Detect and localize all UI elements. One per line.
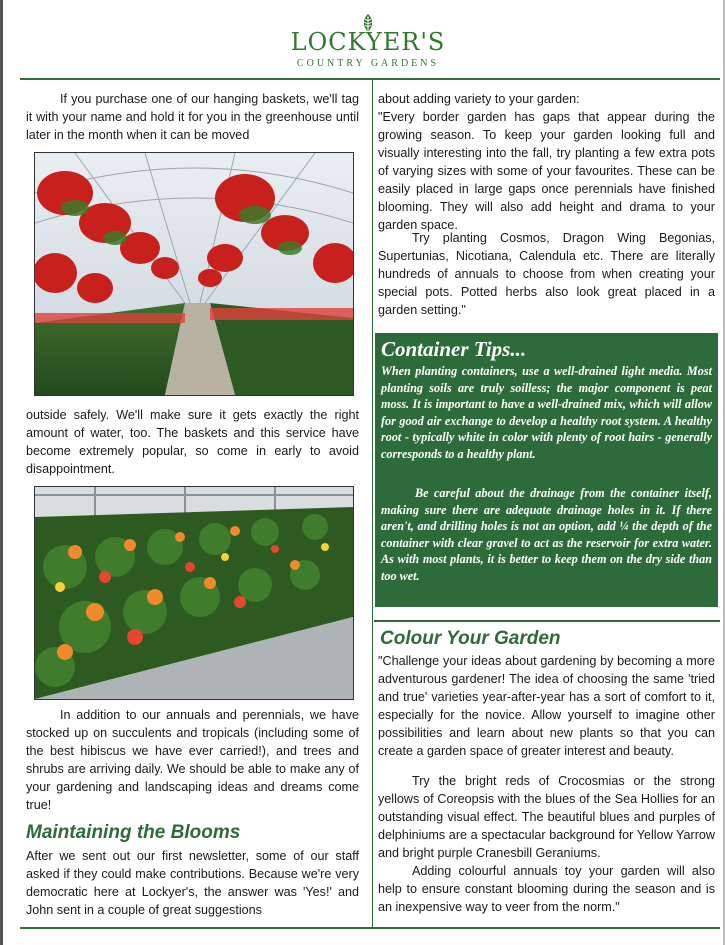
newsletter-contributions-paragraph: After we sent out our first newsletter, some of our staff asked if they could make contributions. Because we're very democratic here at Lockyer's, the answer was 'Yes!' and John sent in a couple of great suggestions [26,849,359,917]
container-tips-box [375,333,718,607]
colour-paragraph-3: Adding colourful annuals toy your garden will also help to ensure constant blooming during the season and is an inexpensive way to veer from the norm." [378,864,715,914]
container-tips-paragraph-2: Be careful about the drainage from the container itself, making sure there are adequate drainage holes in it. If there aren't, and drilling holes is not an option, add ¼ the depth of the container with clear gravel to act as the reservoir for extra water. As with most plants, it is better to keep them on the dry side than too wet. [381,486,712,583]
hibiscus-benches-photo [34,486,354,700]
baskets-service-paragraph: outside safely. We'll make sure it gets exactly the right amount of water, too. The baskets and this service have become extremely popular, so come in early to avoid disappointment. [26,408,359,476]
footer-rule [20,927,720,929]
variety-lead-line: about adding variety to your garden: [378,92,580,106]
colour-paragraph-2: Try the bright reds of Crocosmias or the strong yellows of Coreopsis with the blues of the Sea Hollies for an outstanding visual effect. The beautiful blues and purples of delphiniums are a spectacular background for Yellow Yarrow and bright purple Cranesbill Geraniums. [378,774,715,860]
lockyers-logo [280,14,456,72]
section-divider [374,620,720,622]
logo-wordmark: LOCKYER'S [290,28,446,56]
greenhouse-hanging-baskets-photo [34,152,354,396]
container-tips-title: Container Tips... [381,337,527,361]
annuals-suggestion-paragraph: Try planting Cosmos, Dragon Wing Begonias, Supertunias, Nicotiana, Calendula etc. There are literally hundreds of annuals to choose from when creating your special pots. Potted herbs also look great placed in a garden setting." [378,231,715,317]
page-edge-left [0,0,3,945]
container-tips-paragraph-1: When planting containers, use a well-drained light media. Most planting soils are truly soilless; the major component is peat moss. It is important to have a well-drained mix, which will allow for good air exchange to develop a healthy root system. A healthy root - typically white in color with plenty of root hairs - generally corresponds to a healthy plant. [381,364,712,461]
logo-subtitle: COUNTRY GARDENS [296,58,440,69]
border-garden-quote: "Every border garden has gaps that appear during the growing season. To keep your garden looking full and visually interesting into the fall, try planting a few extra pots of varying sizes with some of your favourites. These can be easily placed in large gaps once perennials have finished blooming. They will also add height and drama to your garden space. [378,110,715,232]
hanging-baskets-paragraph: If you purchase one of our hanging baskets, we'll tag it with your name and hold it for you in the greenhouse until later in the month when it can be moved [26,92,359,142]
stock-update-paragraph: In addition to our annuals and perennials, we have stocked up on succulents and tropicals (including some of the best hibiscus we have ever carried!), and trees and shrubs are arriving daily. We should be able to make any of your gardening and landscaping ideas and dreams come true! [26,708,359,812]
colour-paragraph-1: "Challenge your ideas about gardening by becoming a more adventurous gardener! The idea of choosing the same 'tried and true' varieties year-after-year has a sort of comfort to it, especially for the novice. Allow yourself to imagine other possibilities and learn about new plants so that you can create a garden space of greater interest and beauty. [378,654,715,758]
colour-your-garden-heading: Colour Your Garden [380,628,561,649]
maintaining-blooms-heading: Maintaining the Blooms [26,822,241,843]
header-rule [20,78,720,80]
column-divider [372,80,373,927]
